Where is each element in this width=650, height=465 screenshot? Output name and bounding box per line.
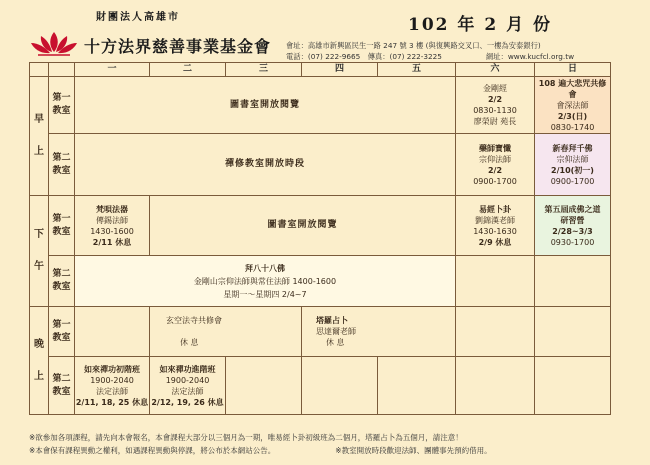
period-label-afternoon: 下 午 [30, 196, 49, 307]
period-label-morning: 早 上 [30, 77, 49, 196]
day-header-sun: 日 [535, 63, 611, 77]
address-text: 會址：高雄市新興區民生一路 247 號 3 樓 (與復興路交叉口、一樓為安泰銀行) [286, 41, 541, 50]
corner-cell [30, 63, 49, 77]
evening-room2-sun [535, 357, 611, 415]
month-title: 102 年 2 月 份 [408, 15, 552, 35]
note-line-1: ※欲參加各項課程，請先向本會報名，本會課程大部分以三個月為一期，唯易經卜卦初級班為二個月，塔羅占卜為五個月，請注意！ [29, 433, 463, 442]
afternoon-room1-row [30, 196, 611, 256]
afternoon-room1-sun: 第五屆成佛之道 研習營 2/28~3/3 0930-1700 [535, 196, 611, 256]
afternoon-room1-mon: 梵唄法器 傳錫法師 1430-1600 2/11 休息 [75, 196, 150, 256]
corner-cell [49, 63, 75, 77]
day-header-thu: 四 [302, 63, 378, 77]
website-link[interactable]: 網址：www.kucfcl.org.tw [485, 52, 575, 61]
phone-text: 電話：(07) 222-9665 傳真：(07) 222-3225 [286, 52, 442, 61]
header-row [30, 63, 611, 77]
day-header-mon: 一 [75, 63, 150, 77]
evening-room2-tue: 如來禪功進階班 1900-2040 法定法師 2/12, 19, 26 休息 [150, 357, 226, 415]
lotus-logo-icon [30, 30, 78, 56]
period-label-evening: 晚 上 [30, 307, 49, 415]
room-label-2: 第二 教室 [49, 134, 75, 196]
evening-room2-wed [226, 357, 302, 415]
schedule-table [29, 62, 611, 415]
room-label-2: 第二 教室 [49, 256, 75, 307]
room-label-1: 第一 教室 [49, 196, 75, 256]
room-label-1: 第一 教室 [49, 77, 75, 134]
day-header-sat: 六 [456, 63, 535, 77]
morning-room1-sun: 108 遍大悲咒共修會 會深法師 2/3(日) 0830-1740 [535, 77, 611, 134]
evening-room2-thu [302, 357, 378, 415]
morning-room1-row [30, 77, 611, 134]
day-header-wed: 三 [226, 63, 302, 77]
afternoon-room2-sun [535, 256, 611, 307]
evening-room1-mon [75, 307, 150, 357]
morning-room2-row [30, 134, 611, 196]
footer-notes [29, 431, 492, 457]
evening-room2-mon: 如來禪功初階班 1900-2040 法定法師 2/11, 18, 25 休息 [75, 357, 150, 415]
morning-room1-weekday: 圖書室開放閱覽 [75, 77, 456, 134]
org-subtitle: 財團法人高雄市 [96, 12, 180, 23]
evening-room1-row [30, 307, 611, 357]
afternoon-room1-middle: 圖書室開放閱覽 [150, 196, 456, 256]
afternoon-room1-sat: 易經卜卦 劉錦漢老師 1430-1630 2/9 休息 [456, 196, 535, 256]
afternoon-room2-row [30, 256, 611, 307]
note-line-2a: ※本會保有課程異動之權利，如遇課程異動與停課，將公布於本網站公告。 [29, 446, 276, 455]
day-header-fri: 五 [378, 63, 456, 77]
note-line-2b: ※教室開放時段歡迎法師、團體事先預約借用。 [335, 446, 492, 455]
morning-room1-sat: 金剛經 2/2 0830-1130 廖榮尉 苑長 [456, 77, 535, 134]
afternoon-room2-weekday: 拜八十八佛 金剛山宗仰法師與常住法師 1400-1600 星期一～星期四 2/4~7 [75, 256, 456, 307]
morning-room2-weekday: 禪修教室開放時段 [75, 134, 456, 196]
contact-info [286, 40, 574, 62]
afternoon-room2-sat [456, 256, 535, 307]
evening-room1-sun [535, 307, 611, 357]
evening-room2-row [30, 357, 611, 415]
room-label-1: 第一 教室 [49, 307, 75, 357]
org-name: 十方法界慈善事業基金會 [84, 37, 272, 56]
evening-room2-sat [456, 357, 535, 415]
evening-room1-sat [456, 307, 535, 357]
morning-room2-sat: 藥師寶懺 宗仰法師 2/2 0900-1700 [456, 134, 535, 196]
evening-room1-thu: 塔羅占卜 思達爾老師 休 息 [302, 307, 456, 357]
morning-room2-sun: 新春拜千佛 宗仰法師 2/10(初一) 0900-1700 [535, 134, 611, 196]
evening-room2-fri [378, 357, 456, 415]
day-header-tue: 二 [150, 63, 226, 77]
evening-room1-tue: 玄空法寺共修會 休 息 [150, 307, 302, 357]
room-label-2: 第二 教室 [49, 357, 75, 415]
